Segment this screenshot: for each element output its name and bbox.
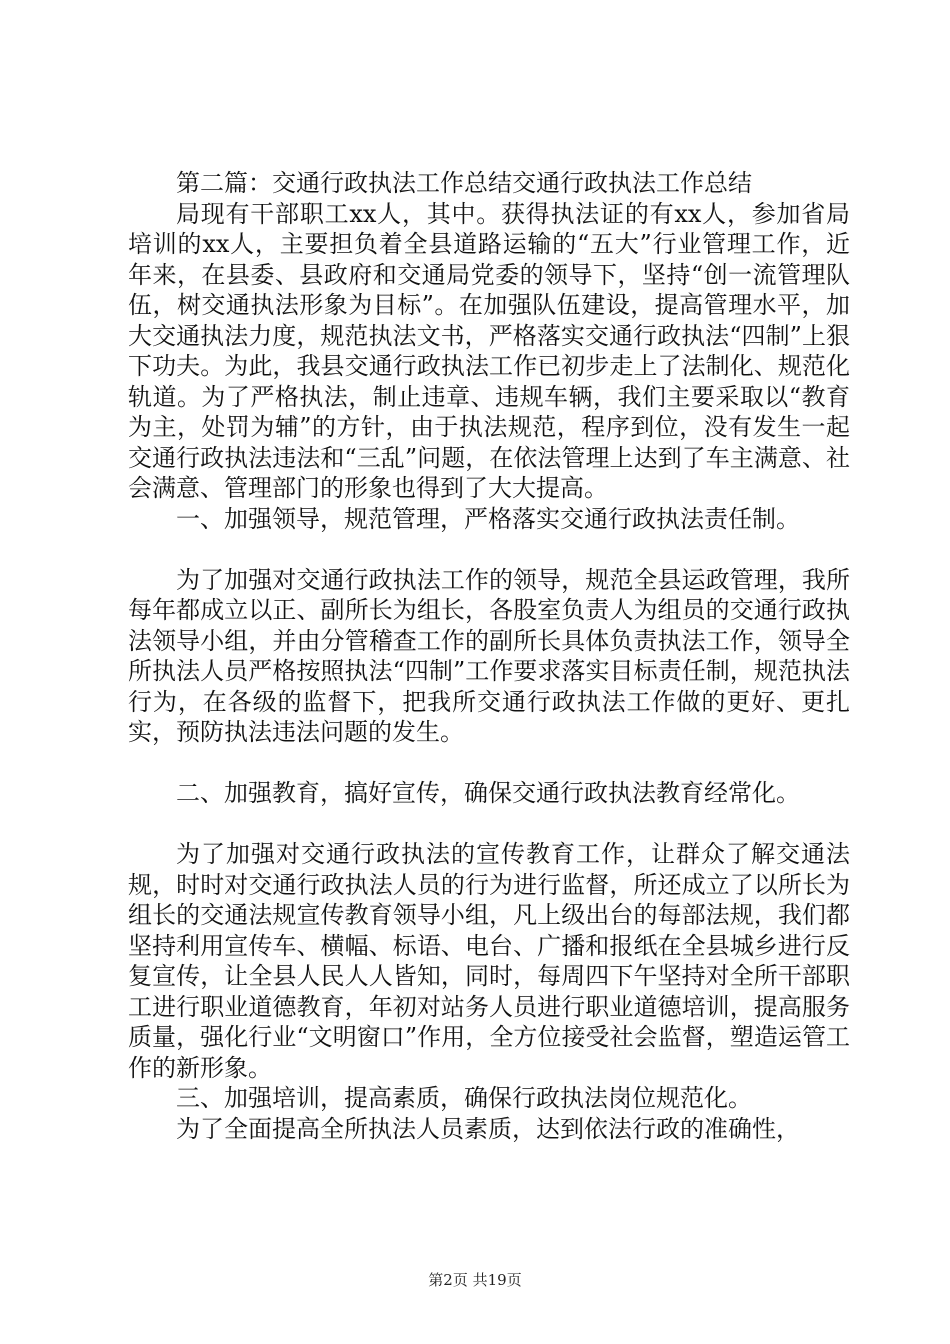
paragraph-section-2: 为了加强对交通行政执法的宣传教育工作，让群众了解交通法规，时时对交通行政执法人员的行为进行监督，所还成立了以所长为组长的交通法规宣传教育领导小组，凡上级出台的每部法规，我们都坚持利用宣传车、横幅、标语、电台、广播和报纸在全县城乡进行反复宣传，让全县人民人人皆知，同时，每周四下午坚持对全所干部职工进行职业道德教育，年初对站务人员进行职业道德培训，提高服务质量，强化行业“文明窗口”作用，全方位接受社会监督，塑造运管工作的新形象。 — [128, 840, 850, 1082]
document-body — [128, 168, 850, 1144]
page-number-footer: 第2页 共19页 — [428, 1271, 522, 1289]
paragraph-intro: 局现有干部职工xx人，其中。获得执法证的有xx人，参加省局培训的xx人，主要担负着全县道路运输的“五大”行业管理工作，近年来，在县委、县政府和交通局党委的领导下，坚持“创一流管理队伍，树交通执法形象为目标”。在加强队伍建设，提高管理水平，加大交通执法力度，规范执法文书，严格落实交通行政执法“四制”上狠下功夫。为此，我县交通行政执法工作已初步走上了法制化、规范化轨道。为了严格执法，制止违章、违规车辆，我们主要采取以“教育为主，处罚为辅”的方针，由于执法规范，程序到位，没有发生一起交通行政执法违法和“三乱”问题，在依法管理上达到了车主满意、社会满意、管理部门的形象也得到了大大提高。 — [128, 199, 850, 502]
section-heading-1: 一、加强领导，规范管理，严格落实交通行政执法责任制。 — [176, 504, 800, 533]
paragraph-section-3: 为了全面提高全所执法人员素质，达到依法行政的准确性， — [176, 1114, 800, 1143]
section-heading-2: 二、加强教育，搞好宣传，确保交通行政执法教育经常化。 — [176, 779, 800, 807]
paragraph-section-1: 为了加强对交通行政执法工作的领导，规范全县运政管理，我所每年都成立以正、副所长为组长，各股室负责人为组员的交通行政执法领导小组，并由分管稽查工作的副所长具体负责执法工作，领导全所执法人员严格按照执法“四制”工作要求落实目标责任制，规范执法行为，在各级的监督下，把我所交通行政执法工作做的更好、更扎实，预防执法违法问题的发生。 — [128, 565, 850, 746]
document-title: 第二篇：交通行政执法工作总结交通行政执法工作总结 — [176, 169, 752, 197]
section-heading-3: 三、加强培训，提高素质，确保行政执法岗位规范化。 — [176, 1084, 752, 1112]
